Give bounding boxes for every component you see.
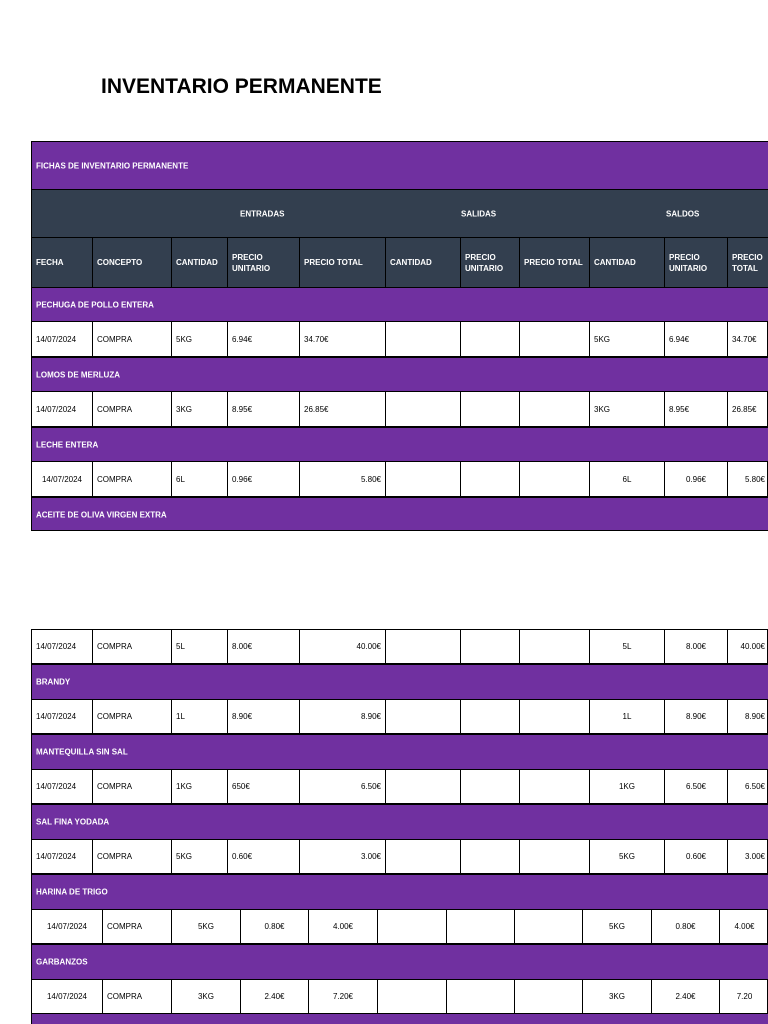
table-cell: 0.96€ — [664, 462, 727, 496]
table-cell: 1KG — [589, 770, 664, 803]
product-header — [31, 874, 768, 909]
table-cell: 8.00€ — [227, 630, 299, 663]
table-cell: 0.80€ — [651, 910, 719, 943]
table-row — [31, 321, 768, 357]
table-cell: 8.90€ — [664, 700, 727, 733]
table-cell: 2.40€ — [651, 980, 719, 1013]
table-row — [31, 461, 768, 497]
group-salidas: SALIDAS — [461, 209, 497, 218]
table-row — [31, 629, 768, 664]
table-cell: 14/07/2024 — [41, 474, 83, 484]
column-header: CANTIDAD — [589, 238, 664, 287]
table-cell: 0.96€ — [227, 462, 299, 496]
table-cell: 3KG — [589, 392, 664, 426]
table-cell — [385, 630, 460, 663]
table-cell: 34.70€ — [727, 322, 768, 356]
table-cell: 3KG — [582, 980, 651, 1013]
product-header — [31, 357, 768, 391]
table-cell: 2.40€ — [240, 980, 308, 1013]
table-cell: 4.00€ — [308, 910, 377, 943]
column-header: FECHA — [36, 258, 64, 267]
table-cell: 6.50€ — [299, 770, 385, 803]
table-cell — [519, 700, 589, 733]
column-header: CANTIDAD — [385, 238, 460, 287]
table-cell: 6.94€ — [227, 322, 299, 356]
table-cell — [519, 322, 589, 356]
table-cell — [446, 910, 514, 943]
product-name: MANTEQUILLA SIN SAL — [36, 747, 128, 757]
table-cell: COMPRA — [92, 322, 171, 356]
table-cell: COMPRA — [92, 392, 171, 426]
table-cell: 7.20€ — [308, 980, 377, 1013]
product-name: SAL FINA YODADA — [36, 817, 110, 827]
table-cell — [519, 630, 589, 663]
table-cell — [460, 392, 519, 426]
table-cell: 8.95€ — [227, 392, 299, 426]
table-cell — [385, 392, 460, 426]
table-row — [31, 839, 768, 874]
table-cell — [385, 462, 460, 496]
table-row — [31, 909, 768, 944]
table-cell: 5KG — [171, 840, 227, 873]
table-cell: 14/07/2024 — [36, 334, 77, 344]
table-cell: COMPRA — [102, 980, 171, 1013]
table-cell: 8.90€ — [299, 700, 385, 733]
table-cell: 0.60€ — [227, 840, 299, 873]
table-banner-label: FICHAS DE INVENTARIO PERMANENTE — [36, 161, 189, 170]
table-cell — [460, 770, 519, 803]
table-cell: 4.00€ — [719, 910, 768, 943]
product-header — [31, 427, 768, 461]
table-row — [31, 391, 768, 427]
table-cell: 14/07/2024 — [36, 852, 77, 861]
table-cell — [377, 980, 446, 1013]
table-cell: 5KG — [589, 840, 664, 873]
table-cell: COMPRA — [102, 910, 171, 943]
table-cell: 3.00€ — [299, 840, 385, 873]
table-cell: 26.85€ — [727, 392, 768, 426]
table-cell: COMPRA — [92, 840, 171, 873]
table-row — [31, 699, 768, 734]
table-cell: 5KG — [582, 910, 651, 943]
table-cell: 5L — [171, 630, 227, 663]
table-cell: 8.00€ — [664, 630, 727, 663]
product-name: HARINA DE TRIGO — [36, 887, 108, 897]
product-header — [31, 804, 768, 839]
table-cell: 14/07/2024 — [36, 404, 77, 414]
table-cell — [514, 980, 582, 1013]
table-cell — [519, 770, 589, 803]
table-cell: 40.00€ — [299, 630, 385, 663]
table-cell: COMPRA — [92, 700, 171, 733]
table-cell: 5KG — [171, 910, 240, 943]
table-cell: 26.85€ — [299, 392, 385, 426]
group-header-row — [31, 189, 768, 237]
group-entradas: ENTRADAS — [240, 209, 285, 218]
table-cell: 7.20 — [719, 980, 768, 1013]
product-name: GARBANZOS — [36, 957, 88, 967]
column-header: PRECIO TOTAL — [299, 238, 385, 287]
table-cell: 650€ — [227, 770, 299, 803]
table-cell: 0.60€ — [664, 840, 727, 873]
product-name: BRANDY — [36, 677, 71, 687]
table-row — [31, 979, 768, 1014]
product-header — [31, 944, 768, 979]
column-header: CANTIDAD — [171, 238, 227, 287]
product-header — [31, 1013, 768, 1024]
table-row — [31, 769, 768, 804]
table-cell: 40.00€ — [727, 630, 768, 663]
page-title: INVENTARIO PERMANENTE — [101, 75, 382, 98]
product-name: LECHE ENTERA — [36, 440, 99, 449]
table-cell: 0.80€ — [240, 910, 308, 943]
table-cell: 6.50€ — [664, 770, 727, 803]
table-cell: 34.70€ — [299, 322, 385, 356]
table-cell: 6.50€ — [727, 770, 768, 803]
table-cell: 5L — [589, 630, 664, 663]
table-cell — [514, 910, 582, 943]
table-cell — [460, 462, 519, 496]
table-bottom-border — [31, 530, 768, 531]
table-cell: 14/07/2024 — [46, 922, 88, 931]
column-header: PRECIO UNITARIO — [460, 238, 519, 287]
product-name: LOMOS DE MERLUZA — [36, 370, 120, 379]
table-cell: 3KG — [171, 980, 240, 1013]
table-cell: 6L — [171, 462, 227, 496]
table-cell — [377, 910, 446, 943]
table-cell — [519, 392, 589, 426]
column-header: CONCEPTO — [92, 238, 171, 287]
table-cell: 8.90€ — [727, 700, 768, 733]
column-header: PRECIO UNITARIO — [664, 238, 727, 287]
product-header — [31, 734, 768, 769]
table-cell: 14/07/2024 — [46, 992, 88, 1001]
product-header — [31, 497, 768, 531]
table-cell — [385, 770, 460, 803]
table-cell: COMPRA — [92, 462, 171, 496]
table-cell: 8.90€ — [227, 700, 299, 733]
column-header: PRECIO TOTAL — [727, 238, 768, 287]
table-banner — [31, 141, 768, 189]
table-cell: 1L — [589, 700, 664, 733]
column-header-row — [31, 237, 768, 287]
table-cell — [385, 322, 460, 356]
table-cell — [519, 840, 589, 873]
table-cell: 8.95€ — [664, 392, 727, 426]
table-cell — [385, 700, 460, 733]
table-cell — [460, 840, 519, 873]
column-header: PRECIO TOTAL — [519, 238, 589, 287]
table-cell — [446, 980, 514, 1013]
table-cell: COMPRA — [92, 770, 171, 803]
product-name: ACEITE DE OLIVA VIRGEN EXTRA — [36, 510, 167, 519]
table-cell: 14/07/2024 — [36, 642, 77, 651]
product-header — [31, 664, 768, 699]
group-saldos: SALDOS — [666, 209, 700, 218]
table-cell: 3.00€ — [727, 840, 768, 873]
table-cell: 5KG — [171, 322, 227, 356]
table-cell — [519, 462, 589, 496]
product-name: PECHUGA DE POLLO ENTERA — [36, 300, 154, 309]
table-cell: 5.80€ — [299, 462, 385, 496]
table-cell — [460, 322, 519, 356]
table-cell: 5KG — [589, 322, 664, 356]
table-cell: 1KG — [171, 770, 227, 803]
table-cell: 14/07/2024 — [36, 782, 77, 791]
column-header: PRECIO UNITARIO — [227, 238, 299, 287]
product-header — [31, 287, 768, 321]
table-cell: 3KG — [171, 392, 227, 426]
table-cell: COMPRA — [92, 630, 171, 663]
table-cell: 6L — [589, 462, 664, 496]
table-cell: 14/07/2024 — [36, 712, 77, 721]
table-cell: 6.94€ — [664, 322, 727, 356]
table-cell — [385, 840, 460, 873]
table-cell: 1L — [171, 700, 227, 733]
table-cell: 5.80€ — [727, 462, 768, 496]
table-cell — [460, 700, 519, 733]
table-cell — [460, 630, 519, 663]
